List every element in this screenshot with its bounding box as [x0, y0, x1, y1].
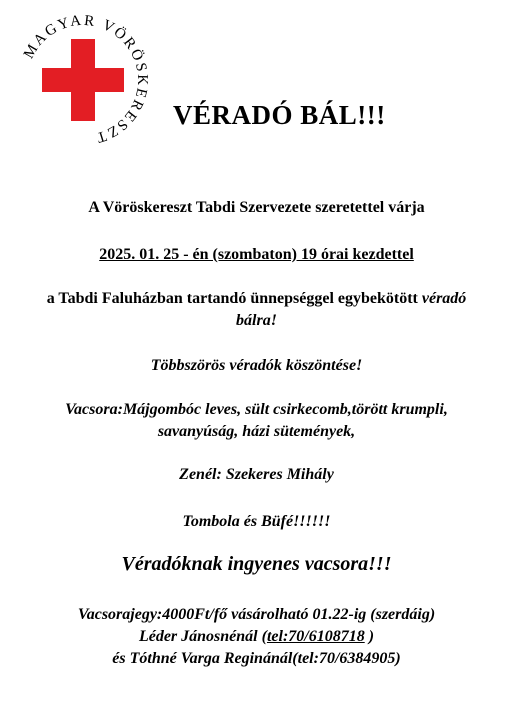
venue-line-1 [0, 288, 513, 310]
music-line: Zenél: Szekeres Mihály [179, 466, 334, 483]
contact-line-2: és Tóthné Varga Reginánál(tel:70/6384905) [112, 650, 401, 667]
logo-arc-text: MAGYAR VÖRÖSKERESZT [20, 12, 151, 146]
venue-italic: véradó [421, 290, 467, 307]
venue-text: a Tabdi Faluházban tartandó ünnepséggel egybekötött [46, 290, 418, 307]
ticket-line: Vacsorajegy:4000Ft/fő vásárolható 01.22-ig (szerdáig) [77, 606, 436, 623]
contact1-tel-link[interactable]: tel:70/6108718 [266, 628, 365, 645]
greeting-line: Többszörös véradók köszöntése! [150, 357, 363, 374]
red-cross-logo [8, 5, 158, 155]
tombola-line: Tombola és Büfé!!!!!! [182, 513, 331, 530]
venue-line-2: bálra! [236, 312, 277, 329]
page-title: VÉRADÓ BÁL!!! [173, 100, 386, 130]
dinner-line-1: Vacsora:Májgombóc leves, sült csirkecomb,törött krumpli, [65, 401, 448, 418]
contact-line-1: Léder Jánosnénál (tel:70/6108718 ) [138, 628, 375, 645]
contact1-name: Léder Jánosnénál [138, 628, 258, 645]
invite-line: A Vöröskereszt Tabdi Szervezete szeretettel várja [88, 199, 425, 216]
date-line: 2025. 01. 25 - én (szombaton) 19 órai kezdettel [99, 246, 414, 263]
dinner-line-2: savanyúság, házi sütemények, [157, 423, 356, 440]
free-dinner-line: Véradóknak ingyenes vacsora!!! [121, 553, 392, 575]
cross-horizontal [42, 68, 124, 92]
